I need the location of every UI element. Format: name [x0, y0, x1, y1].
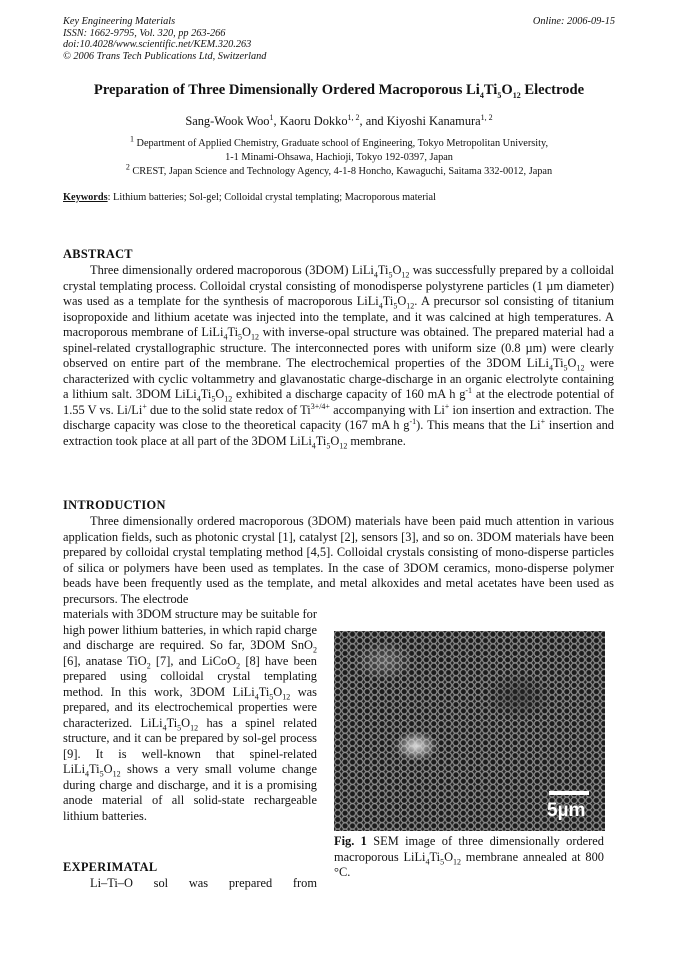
- author-name: Kiyoshi Kanamura: [386, 114, 481, 128]
- intro-sub: 2: [313, 645, 317, 655]
- affil-mark: 2: [125, 162, 130, 172]
- abstract-sup: +: [540, 416, 546, 426]
- journal-header: [63, 16, 266, 62]
- affil-mark: 1: [129, 134, 134, 144]
- formula-part: O: [103, 762, 113, 776]
- intro-text: [7], and LiCoO: [150, 653, 237, 668]
- formula-sub: 4: [254, 691, 259, 701]
- formula-sub: 12: [282, 691, 291, 701]
- formula-part: O: [444, 849, 454, 864]
- formula-sub: 4: [162, 722, 167, 732]
- abstract-text: ion insertion and extraction. The discharge capacity was close to the theoretical capacity (167 mA h g: [63, 402, 615, 432]
- journal-name: Key Engineering Materials: [63, 16, 176, 27]
- formula-sub: 5: [211, 394, 216, 404]
- abstract-sup: +: [142, 401, 147, 411]
- title-text: O: [501, 82, 513, 98]
- journal-copyright: © 2006 Trans Tech Publications Ltd, Switzerland: [63, 50, 267, 62]
- formula-part: Li: [300, 433, 312, 448]
- abstract-text: insertion and extraction took place at all part of the 3DOM Li: [63, 418, 614, 448]
- experimental-text: Li–Ti–O sol was prepared from: [90, 876, 317, 890]
- formula-sub: 4: [196, 394, 201, 404]
- formula-part: Ti: [377, 263, 389, 277]
- formula-part: O: [392, 263, 402, 277]
- author-separator: ,: [273, 114, 280, 128]
- formula-part: Ti: [89, 762, 100, 776]
- formula-sub: 12: [453, 856, 462, 866]
- formula-part: O: [242, 325, 251, 339]
- journal-doi: doi:10.4028/www.scientific.net/KEM.320.263: [63, 39, 252, 51]
- formula-part: Ti: [382, 294, 394, 308]
- formula-sub: 4: [425, 856, 430, 866]
- introduction-column-text: [63, 607, 317, 824]
- formula-part: Li: [243, 684, 255, 699]
- title-text: Electrode: [520, 82, 585, 98]
- intro-text: shows a very small volume change during charge and discharge, and it is a promising anode material of all solid-state rechargeable lithium batteries.: [63, 762, 317, 823]
- intro-text: materials with 3DOM structure may be suitable for high power lithium batteries, in which rapid charge and discharge are required. So far, 3DOM SnO: [63, 607, 317, 652]
- scale-bar: [549, 791, 589, 795]
- formula-part: Li: [537, 356, 549, 370]
- abstract-sup: -1: [409, 416, 417, 426]
- formula-part: O: [330, 433, 340, 448]
- abstract-sup: 3+/4+: [310, 401, 330, 411]
- keywords-label: Keywords: [63, 192, 108, 203]
- formula-part: Li: [414, 849, 426, 864]
- formula-sub: 12: [576, 363, 585, 373]
- formula-sub: 12: [401, 270, 410, 280]
- formula-sub: 4: [85, 769, 90, 779]
- formula-part: Ti: [429, 849, 441, 864]
- formula-sub: 5: [393, 301, 398, 311]
- abstract-text: accompanying with Li: [329, 402, 445, 417]
- keywords-text: : Lithium batteries; Sol-gel; Colloidal crystal templating; Macroporous material: [107, 192, 436, 203]
- formula-sub: 12: [339, 440, 348, 450]
- keywords: [63, 192, 436, 203]
- formula-sub: 12: [112, 769, 121, 779]
- formula-sub: 12: [190, 722, 199, 732]
- sem-bright-region: [394, 731, 438, 761]
- experimental-heading: EXPERIMATAL: [63, 860, 158, 874]
- formula-part: O: [181, 715, 191, 730]
- formula-part: Ti: [166, 715, 178, 730]
- formula-sub: 5: [269, 691, 274, 701]
- affil-text: CREST, Japan Science and Technology Agency, 4-1-8 Honcho, Kawaguchi, Saitama 332-0012, Japan: [129, 166, 553, 177]
- abstract-text: ). This means that the Li: [416, 418, 541, 432]
- formula-sub: 5: [563, 363, 568, 373]
- abstract-sup: -1: [465, 385, 473, 395]
- author-separator: , and: [359, 114, 387, 128]
- formula-part: O: [273, 684, 283, 699]
- abstract-text: with inverse-opal structure was obtained. The prepared material had a spinel-related crystallographic structure. The interconnected pores with uniform size (0.8 µm) were clearly observed on entire part of the membrane. The electrochemical properties of the 3DOM Li: [63, 325, 614, 370]
- formula-part: Ti: [227, 325, 239, 339]
- formula-part: Li: [74, 762, 86, 776]
- formula-part: Li: [212, 325, 224, 339]
- formula-part: O: [567, 356, 577, 370]
- formula-part: Ti: [315, 433, 327, 448]
- title-sub: 4: [479, 90, 484, 100]
- affiliation-1: [40, 134, 638, 151]
- author-list: [40, 114, 638, 129]
- formula-sub: 4: [311, 440, 316, 450]
- paper-title: [40, 82, 638, 99]
- caption-label: Fig. 1: [334, 834, 367, 848]
- online-date: Online: 2006-09-15: [532, 16, 615, 27]
- introduction-heading: INTRODUCTION: [63, 498, 166, 512]
- figure-caption: [334, 834, 604, 881]
- author-affil-mark: 1, 2: [347, 112, 360, 122]
- affil-text: Department of Applied Chemistry, Graduate school of Engineering, Tokyo Metropolitan University,: [133, 138, 549, 149]
- title-text: Ti: [483, 82, 498, 98]
- formula-part: O: [215, 387, 225, 401]
- abstract-text: were characterized with cyclic voltammetry and glavanostatic charge-discharge in an organic electrolyte containing a lithium salt. 3DOM Li: [63, 356, 614, 401]
- title-text: Preparation of Three Dimensionally Ordered Macroporous Li: [93, 82, 480, 98]
- author-affil-mark: 1, 2: [480, 112, 493, 122]
- abstract-sup: +: [444, 401, 450, 411]
- title-sub: 12: [512, 90, 521, 100]
- abstract-heading: ABSTRACT: [63, 247, 133, 261]
- intro-text: [8] have been prepared using colloidal crystal templating method. In this work, 3DOM Li: [63, 653, 317, 699]
- affiliations: [40, 134, 638, 179]
- abstract-text: membrane.: [347, 433, 406, 448]
- affiliation-2: [40, 162, 638, 179]
- formula-part: Ti: [200, 387, 212, 401]
- abstract-text: . A precursor sol consisting of titanium isopropoxide and lithium acetate was injected into the template, and it was calcined at high temperatures. A macroporous membrane of Li: [63, 294, 614, 339]
- title-sub: 5: [497, 90, 502, 100]
- formula-part: Li: [367, 294, 379, 308]
- formula-sub: 5: [238, 332, 243, 342]
- formula-part: Ti: [552, 356, 564, 370]
- formula-sub: 5: [99, 769, 104, 779]
- abstract-text: Three dimensionally ordered macroporous (3DOM) Li: [90, 263, 363, 277]
- formula-part: Li: [185, 387, 197, 401]
- formula-sub: 4: [223, 332, 228, 342]
- formula-sub: 4: [378, 301, 383, 311]
- abstract-text: exhibited a discharge capacity of 160 mA h g: [232, 387, 466, 401]
- intro-sub: 2: [236, 660, 241, 670]
- formula-part: Li: [362, 263, 374, 277]
- scale-bar-label: 5µm: [547, 800, 586, 821]
- abstract-text: at the electrode potential of 1.55 V vs. Li/Li: [63, 387, 614, 417]
- journal-issn: ISSN: 1662-9795, Vol. 320, pp 263-266: [63, 27, 226, 39]
- formula-sub: 5: [440, 856, 445, 866]
- abstract-paragraph: [63, 263, 614, 449]
- intro-text: was prepared, and its electrochemical properties were characterized. Li: [63, 684, 317, 730]
- intro-text: has a spinel related structure, and it can be prepared by sol-gel process [9]. It is well-known that spinel-related Li: [63, 715, 318, 776]
- introduction-paragraph: Three dimensionally ordered macroporous (3DOM) materials have been paid much attention in various application fields, such as photonic crystal [1], catalyst [2], sensors [3], and so on. 3DOM materials have been prepared by colloidal crystal templating method [4,5]. Colloidal crystals consisting of mono-disperse particles of silica or polymers have been used as templates. In the case of 3DOM ceramics, mono-disperse polymer beads have been frequently used as the template, and metal alkoxides and metal acetates have been used as precursors. The electrode: [63, 514, 614, 606]
- formula-sub: 4: [373, 270, 378, 280]
- sem-dark-region: [484, 671, 554, 721]
- author-name: Kaoru Dokko: [279, 114, 348, 128]
- caption-text: membrane annealed at 800 °C.: [334, 849, 604, 879]
- affiliation-1-address: 1-1 Minami-Ohsawa, Hachioji, Tokyo 192-0397, Japan: [225, 152, 453, 163]
- caption-text: SEM image of three dimensionally ordered macroporous Li: [334, 834, 604, 864]
- formula-sub: 5: [388, 270, 393, 280]
- formula-part: O: [397, 294, 407, 308]
- formula-sub: 5: [177, 722, 182, 732]
- author-name: Sang-Wook Woo: [185, 114, 270, 128]
- formula-sub: 12: [224, 394, 233, 404]
- abstract-text: due to the solid state redox of Ti: [146, 402, 311, 417]
- formula-sub: 5: [326, 440, 331, 450]
- formula-sub: 12: [406, 301, 415, 311]
- sem-bright-region: [354, 641, 414, 681]
- formula-sub: 4: [548, 363, 553, 373]
- formula-sub: 12: [250, 332, 259, 342]
- formula-part: Ti: [258, 684, 270, 699]
- intro-sub: 2: [146, 660, 151, 670]
- formula-part: Li: [151, 715, 163, 730]
- abstract-text: was successfully prepared by a colloidal crystal templating process. Colloidal crystal consisting of monodisperse polystyrene particles (1 µm diameter) was used as a template for the synthesis of macroporous Li: [63, 263, 615, 308]
- author-affil-mark: 1: [269, 112, 274, 122]
- intro-text: [6], anatase TiO: [63, 653, 147, 668]
